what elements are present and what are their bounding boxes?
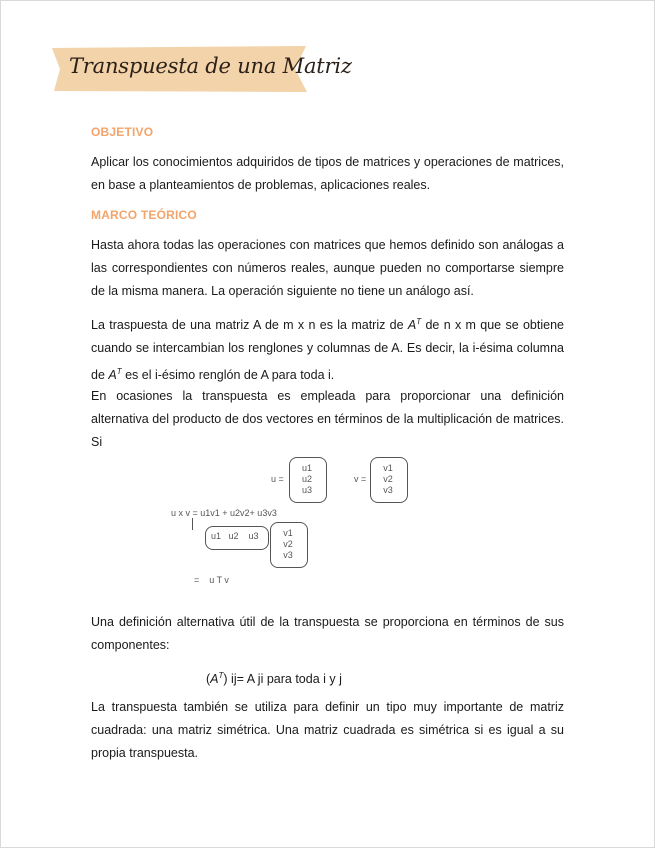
u-label: u = [271,474,284,484]
marco-paragraph-1: Hasta ahora todas las operaciones con matrices que hemos definido son análogas a las correspondientes con números reales, aunque pueden no comportarse siempre de la misma manera. La operación siguiente no tiene un análogo así. [91,238,564,298]
transpose-symbol: $A^T$ [407,317,422,333]
column-vector: v1 v2 v3 [283,528,293,560]
marco-paragraph-2 [91,310,564,387]
title-banner [50,45,352,93]
marco-paragraph-3: En ocasiones la transpuesta es empleada para proporcionar una definición alternativa del producto de dos vectores en términos de la multiplicación de matrices. Si [91,389,564,449]
page-title: Transpuesta de una Matriz [69,54,352,78]
result-line: = u T v [194,575,229,585]
v-vector: v1 v2 v3 [383,463,393,495]
row-vector: u1 u2 u3 [211,531,259,541]
marco-paragraph-4: Una definición alternativa útil de la transpuesta se proporciona en términos de sus componentes: [91,615,564,652]
dot-product-line: u x v = u1v1 + u2v2+ u3v3 [171,508,277,518]
v-label: v = [354,474,367,484]
arrow-stem [192,518,193,530]
p2-text-a: La traspuesta de una matriz A de m x n es la matriz de [91,318,408,333]
marco-teorico-heading: MARCO TEÓRICO [91,208,197,222]
transpose-formula: $(A^T)$ ij= A ji para toda i y j [206,671,342,687]
u-vector: u1 u2 u3 [301,463,312,495]
marco-paragraph-5: La transpuesta también se utiliza para definir un tipo muy importante de matriz cuadrada: una matriz simétrica. Una matriz cuadrada es simétrica si es igual a su propia transpuesta. [91,700,564,760]
p2-text-b: de n x m que se obtiene cuando se intercambian los renglones y columnas de A. Es decir, la i-ésima columna de [91,318,564,383]
objetivo-heading: OBJETIVO [91,125,154,139]
transpose-symbol-2: $A^T$ [108,367,122,383]
objetivo-paragraph: Aplicar los conocimientos adquiridos de tipos de matrices y operaciones de matrices, en base a planteamientos de problemas, aplicaciones reales. [91,155,564,192]
p2-text-c: es el i-ésimo renglón de A para toda i. [121,368,335,383]
